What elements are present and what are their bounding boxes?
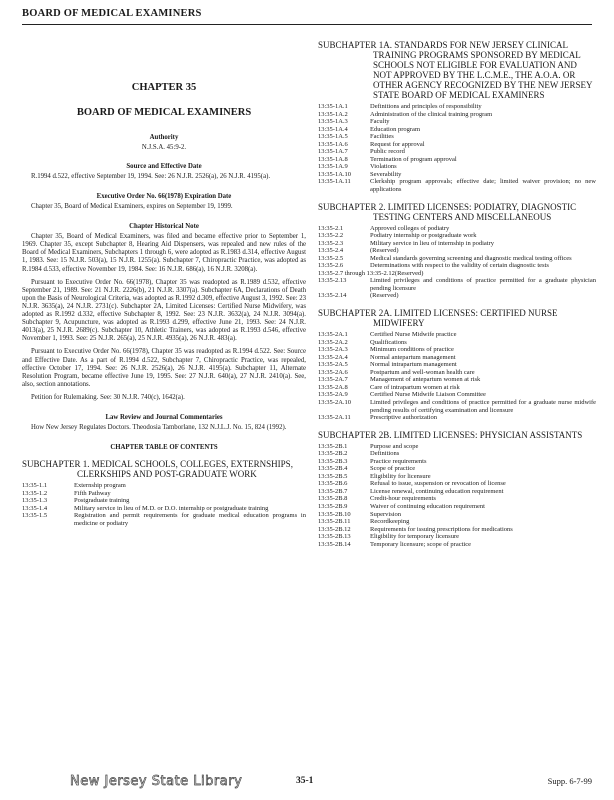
toc-entry bbox=[318, 518, 596, 526]
section-title: (Reserved) bbox=[370, 247, 399, 255]
section-number: 13:35-2B.3 bbox=[318, 457, 348, 465]
section-title: Definitions and principles of responsibility bbox=[370, 103, 482, 110]
section-number: 13:35-2.4 bbox=[318, 247, 344, 255]
section-title: Definitions bbox=[370, 450, 400, 458]
section-number: 13:35-2A.2 bbox=[318, 338, 348, 346]
page-footer bbox=[0, 774, 614, 794]
section-number: 13:35-2B.2 bbox=[318, 450, 348, 458]
toc-entry bbox=[318, 488, 596, 496]
section-title: Postpartum and well-woman health care bbox=[370, 368, 475, 376]
section-number: 13:35-1A.8 bbox=[318, 155, 348, 163]
section-title: Refusal to issue, suspension or revocation of license bbox=[370, 480, 506, 488]
toc-entry bbox=[318, 541, 596, 549]
section-number: 13:35-2B.5 bbox=[318, 472, 348, 480]
toc-entry bbox=[22, 490, 306, 498]
authority-text: N.J.S.A. 45:9-2. bbox=[141, 144, 187, 151]
section-title: Determinations with respect to the validity of certain diagnostic tests bbox=[370, 262, 549, 270]
section-title: Fifth Pathway bbox=[74, 489, 111, 497]
toc-entry bbox=[318, 376, 596, 384]
toc-entry bbox=[318, 240, 596, 248]
toc-entry bbox=[318, 339, 596, 347]
toc-entry bbox=[318, 118, 596, 126]
toc-entry bbox=[318, 171, 596, 179]
toc-entry bbox=[318, 533, 596, 541]
toc-entry bbox=[318, 255, 596, 263]
section-number: 13:35-2.1 bbox=[318, 224, 344, 232]
subchapter-heading: SUBCHAPTER 2B. LIMITED LICENSES: PHYSICIAN ASSISTANTS bbox=[318, 429, 583, 440]
library-watermark: New Jersey State Library bbox=[70, 774, 243, 789]
section-title: Facilities bbox=[370, 133, 394, 141]
source-text: R.1994 d.522, effective September 19, 1994. See: 26 N.J.R. 2526(a), 26 N.J.R. 4195(a). bbox=[31, 173, 271, 180]
toc-entry bbox=[22, 505, 306, 513]
section-number: 13:35-2A.9 bbox=[318, 391, 348, 399]
toc-entry bbox=[318, 277, 596, 292]
section-title: Temporary licensure; scope of practice bbox=[370, 540, 471, 548]
section-title: Certified Nurse Midwife Liaison Committee bbox=[370, 391, 486, 399]
exec-order-heading: Executive Order No. 66(1978) Expiration Date bbox=[96, 193, 232, 201]
toc-entry bbox=[318, 495, 596, 503]
section-number: 13:35-1A.11 bbox=[318, 178, 351, 186]
section-title: Termination of program approval bbox=[370, 155, 457, 163]
section-number: 13:35-2A.8 bbox=[318, 383, 348, 391]
section-number: 13:35-2B.1 bbox=[318, 442, 348, 450]
toc-entry bbox=[318, 126, 596, 134]
toc-entry bbox=[318, 156, 596, 164]
toc-entry bbox=[318, 458, 596, 466]
running-head: BOARD OF MEDICAL EXAMINERS bbox=[22, 8, 202, 19]
section-number: 13:35-2B.14 bbox=[318, 540, 351, 548]
toc-entry bbox=[318, 232, 596, 240]
subchapter-heading: SUBCHAPTER 1A. STANDARDS FOR NEW JERSEY CLINICAL TRAINING PROGRAMS SPONSORED BY MEDICAL SCHOOLS NOT ELIGIBLE FOR EVALUATION AND NOT APPROVED BY THE L.C.M.E., THE A.O.A. OR OTHER AGENCY RECOGNIZED BY THE NEW JERSEY STATE BOARD OF MEDICAL EXAMINERS bbox=[318, 40, 593, 100]
toc-entry bbox=[318, 369, 596, 377]
section-number: 13:35-1A.5 bbox=[318, 133, 348, 141]
section-title: (Reserved) bbox=[394, 269, 424, 277]
chapter-title: BOARD OF MEDICAL EXAMINERS bbox=[76, 107, 252, 118]
history-heading: Chapter Historical Note bbox=[129, 223, 199, 231]
section-title: Minimum conditions of practice bbox=[370, 346, 454, 354]
toc-entry bbox=[318, 331, 596, 339]
section-number: 13:35-1.1 bbox=[22, 482, 48, 490]
law-review-text: How New Jersey Regulates Doctors. Theodosia Tamborlane, 132 N.J.L.J. No. 15, 824 (1992). bbox=[31, 423, 287, 431]
toc-entry bbox=[318, 133, 596, 141]
header-rule bbox=[22, 24, 592, 25]
toc-entry bbox=[318, 148, 596, 156]
toc-entry bbox=[318, 450, 596, 458]
section-title: Military service in lieu of M.D. or D.O. internship or postgraduate training bbox=[74, 504, 269, 512]
subchapter-heading: SUBCHAPTER 2. LIMITED LICENSES: PODIATRY, DIAGNOSTIC TESTING CENTERS AND MISCELLANEOUS bbox=[318, 201, 577, 222]
history-paragraph: Chapter 35, Board of Medical Examiners, was filed and became effective prior to September 1, 1969. Chapter 35, except Subchapter 8, Hearing Aid Dispensers, was repealed and new rules of the Board of Medical Examiners, Subchapters 1 through 6, were adopted as R.1983 d.314, effective August 1, 1983. See: 15 N.J.R. 503(a), 15 N.J.R. 1255(a). Subchapter 7, Chiropractic Practice, was adopted as R.1984 d.533, effective November 19, 1984. See: 16 N.J.R. 686(a), 16 N.J.R. 3208(a). bbox=[22, 233, 306, 273]
toc-entry bbox=[318, 480, 596, 488]
section-number: 13:35-2.7 through 13:35-2.12 bbox=[318, 269, 395, 277]
section-title: Scope of practice bbox=[370, 465, 416, 473]
toc-entry bbox=[318, 111, 596, 119]
toc-entry bbox=[318, 443, 596, 451]
section-title: Medical standards governing screening and diagnostic medical testing offices bbox=[370, 254, 572, 262]
law-review-heading: Law Review and Journal Commentaries bbox=[105, 413, 223, 421]
section-number: 13:35-2B.8 bbox=[318, 495, 348, 503]
section-number: 13:35-2.13 bbox=[318, 277, 347, 285]
toc-entry bbox=[318, 103, 596, 111]
toc-heading: CHAPTER TABLE OF CONTENTS bbox=[110, 444, 218, 452]
section-title: Credit-hour requirements bbox=[370, 495, 436, 503]
section-title: Management of antepartum women at risk bbox=[370, 376, 481, 384]
toc-entry bbox=[318, 511, 596, 519]
section-title: Public record bbox=[370, 148, 405, 156]
toc-entry bbox=[22, 497, 306, 505]
section-title: Normal intrapartum management bbox=[370, 361, 457, 369]
section-title: Education program bbox=[370, 125, 420, 133]
section-title: Recordkeeping bbox=[370, 518, 410, 526]
section-title: Normal antepartum management bbox=[370, 353, 456, 361]
section-number: 13:35-2.3 bbox=[318, 239, 344, 247]
section-number: 13:35-2.2 bbox=[318, 232, 344, 240]
section-title: Postgraduate training bbox=[74, 497, 130, 505]
section-number: 13:35-2B.11 bbox=[318, 518, 351, 526]
left-column bbox=[22, 40, 306, 527]
section-number: 13:35-2.14 bbox=[318, 292, 347, 300]
section-number: 13:35-2A.1 bbox=[318, 331, 348, 339]
section-title: Supervision bbox=[370, 510, 402, 518]
section-title: Practice requirements bbox=[370, 457, 427, 465]
toc-entry bbox=[318, 414, 596, 422]
section-title: Military service in lieu of internship in podiatry bbox=[370, 239, 495, 247]
page-number: 35-1 bbox=[296, 776, 314, 786]
section-title: Eligibility for temporary licensure bbox=[370, 533, 459, 541]
toc-entry bbox=[318, 503, 596, 511]
toc-entry bbox=[318, 262, 596, 270]
section-number: 13:35-1.4 bbox=[22, 504, 48, 512]
section-number: 13:35-2A.11 bbox=[318, 414, 351, 422]
section-number: 13:35-2B.9 bbox=[318, 502, 348, 510]
section-title: Podiatry internship or postgraduate work bbox=[370, 232, 477, 240]
section-title: (Reserved) bbox=[370, 292, 399, 300]
section-title: Purpose and scope bbox=[370, 442, 419, 450]
toc-entry bbox=[22, 482, 306, 490]
section-number: 13:35-2A.5 bbox=[318, 361, 348, 369]
section-title: License renewal, continuing education requirement bbox=[370, 487, 504, 495]
section-title: Limited privileges and conditions of practice permitted for a graduate nurse midwife pending results of certifying examination and licensure bbox=[370, 398, 596, 414]
toc-entry bbox=[318, 391, 596, 399]
toc-entry bbox=[22, 512, 306, 527]
chapter-number: CHAPTER 35 bbox=[131, 82, 197, 93]
section-title: Administration of the clinical training program bbox=[370, 110, 493, 118]
history-paragraph: Pursuant to Executive Order No. 66(1978), Chapter 35 was readopted as R.1994 d.522. See: Source and Effective Date. As a part of R.1994 d.522, Subchapter 7, Chiropractic Practice, was repealed, effective October 17, 1994. See: 26 N.J.R. 2526(a), 26 N.J.R. 4195(a). Subchapter 11, Alternate Resolution Program, became effective June 19, 1995. See: 27 N.J.R. 640(a), 27 N.J.R. 2410(a). See, also, section annotations. bbox=[22, 348, 306, 388]
toc-entry bbox=[318, 163, 596, 171]
section-title: Eligibility for licensure bbox=[370, 472, 431, 480]
section-title: Certified Nurse Midwife practice bbox=[370, 331, 457, 339]
section-title: Approved colleges of podiatry bbox=[370, 224, 450, 232]
section-title: Prescriptive authorization bbox=[370, 414, 437, 422]
section-title: Waiver of continuing education requirement bbox=[370, 502, 485, 510]
petition-text: Petition for Rulemaking. See: 30 N.J.R. 740(c), 1642(a). bbox=[31, 393, 185, 401]
toc-entry bbox=[318, 384, 596, 392]
left-toc bbox=[22, 459, 306, 527]
section-number: 13:35-1A.6 bbox=[318, 140, 348, 148]
section-title: Care of intrapartum women at risk bbox=[370, 383, 460, 391]
toc-entry bbox=[318, 399, 596, 414]
section-number: 13:35-1A.9 bbox=[318, 163, 348, 171]
toc-entry bbox=[318, 346, 596, 354]
section-number: 13:35-2A.7 bbox=[318, 376, 348, 384]
section-number: 13:35-1A.4 bbox=[318, 125, 348, 133]
section-number: 13:35-2B.13 bbox=[318, 533, 351, 541]
section-number: 13:35-1A.3 bbox=[318, 118, 348, 126]
toc-entry bbox=[318, 270, 596, 278]
section-number: 13:35-1A.1 bbox=[318, 103, 348, 110]
section-title: Faculty bbox=[370, 118, 390, 126]
section-number: 13:35-2B.4 bbox=[318, 465, 348, 473]
history-paragraph: Pursuant to Executive Order No. 66(1978), Chapter 35 was readopted as R.1989 d.532, effective September 21, 1989. See: 21 N.J.R. 2226(b), 21 N.J.R. 3307(a). Subchapter 6A, Declarations of Death upon the Basis of Neurological Criteria, was adopted as R.1992 d.309, effective August 3, 1992. See: 23 N.J.R. 3635(a), 24 N.J.R. 2731(c). Subchapter 2A, Limited Licenses: Certified Nurse Midwifery, was adopted as R.1992 d.332, effective Subchapter 8, 1992. See: 23 N.J.R. 3632(a), 24 N.J.R. 3094(a). Subchapter 9, Acupuncture, was adopted as R.1993 d.299, effective June 21, 1993. See: 24 N.J.R. 4013(a), 25 N.J.R. 2689(c). Subchapter 10, Athletic Trainers, was adopted as R.1993 d.546, effective November 1, 1993. See: 25 N.J.R. 265(a), 25 N.J.R. 4935(a), 26 N.J.R. 483(a). bbox=[22, 278, 306, 343]
section-number: 13:35-2B.6 bbox=[318, 480, 348, 488]
toc-entry bbox=[318, 465, 596, 473]
section-number: 13:35-1.5 bbox=[22, 512, 48, 520]
supplement-date: Supp. 6-7-99 bbox=[547, 776, 592, 786]
toc-entry bbox=[318, 178, 596, 193]
section-number: 13:35-2A.10 bbox=[318, 398, 352, 406]
section-number: 13:35-2A.4 bbox=[318, 353, 348, 361]
section-title: Request for approval bbox=[370, 140, 425, 148]
exec-order-text: Chapter 35, Board of Medical Examiners, expires on September 19, 1999. bbox=[31, 203, 233, 211]
toc-entry bbox=[318, 225, 596, 233]
section-number: 13:35-2B.12 bbox=[318, 525, 351, 533]
section-number: 13:35-2.6 bbox=[318, 262, 344, 270]
section-number: 13:35-1.2 bbox=[22, 489, 48, 497]
source-heading: Source and Effective Date bbox=[126, 163, 202, 170]
section-title: Requirements for issuing prescriptions for medications bbox=[370, 525, 513, 533]
section-number: 13:35-2B.10 bbox=[318, 510, 351, 518]
section-title: Severability bbox=[370, 170, 402, 178]
toc-entry bbox=[318, 526, 596, 534]
toc-entry bbox=[318, 292, 596, 300]
toc-entry bbox=[318, 361, 596, 369]
section-number: 13:35-1A.2 bbox=[318, 110, 348, 118]
section-title: Qualifications bbox=[370, 338, 407, 346]
authority-heading: Authority bbox=[149, 134, 179, 141]
toc-entry bbox=[318, 141, 596, 149]
section-title: Externship program bbox=[74, 482, 126, 490]
subchapter-heading: SUBCHAPTER 1. MEDICAL SCHOOLS, COLLEGES, EXTERNSHIPS, CLERKSHIPS AND POST-GRADUATE WORK bbox=[22, 459, 293, 480]
section-number: 13:35-1A.10 bbox=[318, 170, 352, 178]
section-number: 13:35-2A.6 bbox=[318, 368, 348, 376]
section-title: Violations bbox=[370, 163, 397, 171]
subchapter-heading: SUBCHAPTER 2A. LIMITED LICENSES: CERTIFIED NURSE MIDWIFERY bbox=[318, 308, 558, 329]
section-number: 13:35-2.5 bbox=[318, 254, 344, 262]
toc-entry bbox=[318, 473, 596, 481]
section-number: 13:35-2B.7 bbox=[318, 487, 348, 495]
section-number: 13:35-1.3 bbox=[22, 497, 48, 505]
toc-entry bbox=[318, 247, 596, 255]
section-number: 13:35-2A.3 bbox=[318, 346, 348, 354]
toc-entry bbox=[318, 354, 596, 362]
section-title: Limited privileges and conditions of practice permitted for a graduate physician pending licensure bbox=[370, 277, 596, 292]
section-title: Clerkship program approvals; effective date; limited waiver provision; no new applications bbox=[370, 178, 596, 194]
section-title: Registration and permit requirements for graduate medical education programs in medicine or podiatry bbox=[74, 512, 306, 527]
right-column bbox=[318, 40, 596, 548]
section-number: 13:35-1A.7 bbox=[318, 148, 348, 156]
